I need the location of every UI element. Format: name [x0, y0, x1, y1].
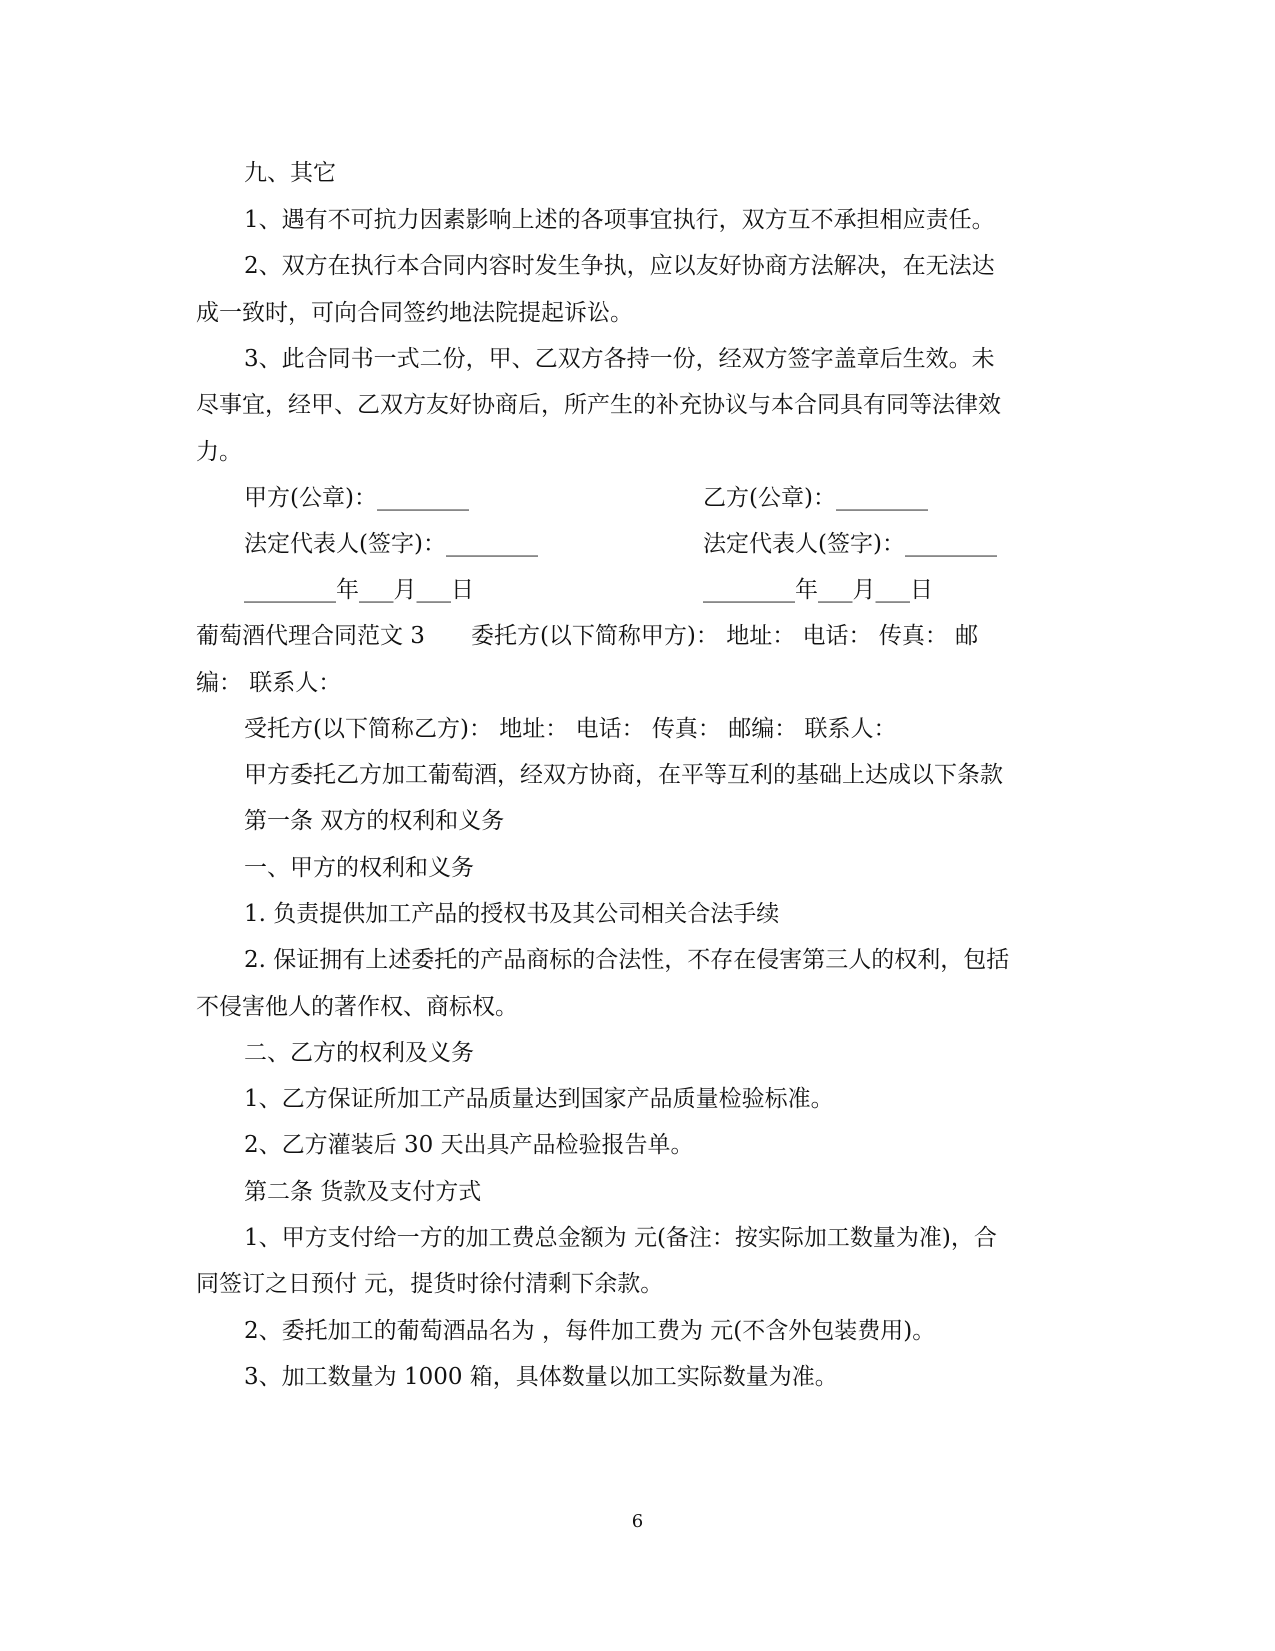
- article-1-sub2-item-2: 2、乙方灌装后 30 天出具产品检验报告单。: [244, 1132, 694, 1158]
- article-2-item-1-line-1: 1、甲方支付给一方的加工费总金额为 元(备注：按实际加工数量为准)，合: [244, 1225, 997, 1251]
- article-1-sub1-item-2-line-2: 不侵害他人的著作权、商标权。: [196, 994, 518, 1020]
- article-1-subheading-2: 二、乙方的权利及义务: [244, 1040, 474, 1066]
- contract3-intro-line-1: 葡萄酒代理合同范文 3 委托方(以下简称甲方)： 地址： 电话： 传真： 邮: [196, 623, 979, 649]
- party-a-seal-field: 甲方(公章)：________: [244, 485, 469, 511]
- party-a-date-field: ________年___月___日: [244, 577, 474, 603]
- article-2-item-1-line-2: 同签订之日预付 元，提货时徐付清剩下余款。: [196, 1271, 664, 1297]
- party-a-representative-field: 法定代表人(签字)：________: [244, 531, 538, 557]
- article-1-sub2-item-1: 1、乙方保证所加工产品质量达到国家产品质量检验标准。: [244, 1086, 834, 1112]
- misc-clause-2-line-2: 成一致时，可向合同签约地法院提起诉讼。: [196, 300, 633, 326]
- article-2-item-3: 3、加工数量为 1000 箱，具体数量以加工实际数量为准。: [244, 1364, 838, 1390]
- contract3-intro-line-2: 编： 联系人：: [196, 670, 342, 696]
- article-2-item-2: 2、委托加工的葡萄酒品名为 ，每件加工费为 元(不含外包装费用)。: [244, 1318, 936, 1344]
- contract3-party-b: 受托方(以下简称乙方)： 地址： 电话： 传真： 邮编： 联系人：: [244, 716, 897, 742]
- misc-clause-3-line-2: 尽事宜，经甲、乙双方友好协商后，所产生的补充协议与本合同具有同等法律效: [196, 392, 1001, 418]
- contract3-preamble: 甲方委托乙方加工葡萄酒，经双方协商，在平等互利的基础上达成以下条款: [244, 762, 1003, 788]
- article-1-title: 第一条 双方的权利和义务: [244, 808, 505, 834]
- article-1-sub1-item-1: 1. 负责提供加工产品的授权书及其公司相关合法手续: [244, 901, 780, 927]
- misc-clause-2-line-1: 2、双方在执行本合同内容时发生争执，应以友好协商方法解决，在无法达: [244, 253, 995, 279]
- article-1-sub1-item-2-line-1: 2. 保证拥有上述委托的产品商标的合法性，不存在侵害第三人的权利，包括: [244, 947, 1010, 973]
- party-b-seal-field: 乙方(公章)：________: [703, 485, 928, 511]
- misc-clause-3-line-1: 3、此合同书一式二份，甲、乙双方各持一份，经双方签字盖章后生效。未: [244, 346, 995, 372]
- party-b-date-field: ________年___月___日: [703, 577, 933, 603]
- page-number: 6: [631, 1511, 644, 1532]
- misc-clause-1: 1、遇有不可抗力因素影响上述的各项事宜执行，双方互不承担相应责任。: [244, 207, 995, 233]
- misc-clause-3-line-3: 力。: [196, 439, 242, 465]
- section-heading: 九、其它: [244, 160, 336, 186]
- article-1-subheading-1: 一、甲方的权利和义务: [244, 855, 474, 881]
- party-b-representative-field: 法定代表人(签字)：________: [703, 531, 997, 557]
- article-2-title: 第二条 货款及支付方式: [244, 1179, 482, 1205]
